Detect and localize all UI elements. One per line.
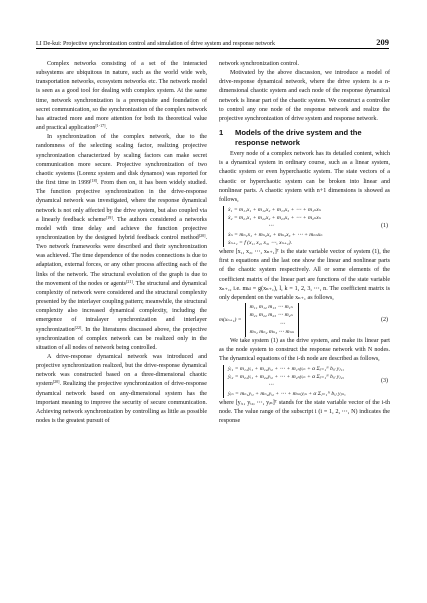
citation: [20] [198,232,206,238]
running-title: LI De-kui: Projective synchronization control and simulation of drive system and response network [36,41,275,47]
coefficient-matrix [245,303,300,337]
equation-3-row: ⋯ [268,382,274,389]
paragraph-continued: network synchronization control. [219,61,300,67]
paragraph-intro: Complex networks consisting of a set of the interacted subsystems are ubiquitous in nature, such as the world wide web, transportation networks, ecosystem networks etc. The network model is seen as a good tool for dealing with complex system. At the same time, network synchronization is a prerequisite and foundation of secret communication, so the synchronization of the complex network has attracted more and more attention for both its theoretical value and practical application[1-17]. [36,61,207,132]
equation-3-row: ẏᵢ₂ = m₂₁yᵢ₁ + m₂₂yᵢ₂ + ⋯ + m₂ₙyᵢₙ + α Σⱼ₌₁ᴺ bᵢⱼ yⱼ₂, [228,374,344,381]
equation-3-row: ẏᵢ₁ = m₁₁yᵢ₁ + m₁₂yᵢ₂ + ⋯ + m₁ₙyᵢₙ + α Σⱼ₌₁ᴺ bᵢⱼ yⱼ₁, [228,366,344,373]
matrix-row: m₂₁ m₂₂ m₂₃ ⋯ m₂ₙ [249,312,293,319]
matrix-lhs: m(xₙ₊₁) = [219,316,242,323]
citation: [19] [105,214,113,220]
equation-number: (1) [380,223,388,230]
equation-3-row: ẏᵢₙ = mₙ₁yᵢ₁ + mₙ₂yᵢ₂ + ⋯ + mₙₙyᵢₙ + α Σⱼ₌₁ᴺ bᵢⱼ yⱼₙ, [228,390,346,397]
paragraph-motivation: Motivated by the above discussion, we introduce a model of drive-response dynamical network, where the drive system is a n-dimensional chaotic system and each node of the response dynamical network is linear part of the chaotic system. We construct a controller to control any one node of the response network and realize the projective synchronization of drive system and response network. [219,70,390,122]
section-heading [219,128,390,148]
paragraph-node-content: Every node of a complex network has its detailed content, which is a dynamical system in ordinary course, such as a linear system, chaotic system or even hyperchaotic system. The state vectors of a chaotic or hyperchaotic system can be broken into linear and nonlinear parts. A chaotic system with n+1 dimensions is showed as follows, [219,151,390,203]
paragraph-node-vector: where [yᵢ₁, yᵢ₂, ⋯, yᵢₙ]ᵀ stands for the state variable vector of the i-th node. The value range of the subscript i (i = 1, 2, ⋯, N) indicates the response [219,399,390,425]
equation-number: (2) [380,316,388,323]
citation: [18] [90,178,97,184]
citation: [22] [74,324,82,330]
equation-3 [223,365,390,398]
matrix-row: ⋯ [279,320,286,327]
paragraph-state-vector: where [x₁, x₂, ⋯, xₙ₊₁]ᵀ is the state variable vector of system (1), the first n equations and the last one show the linear and nonlinear parts of the chaotic system respectively. All or some elements of the coefficient matrix of the linear part are functions of the state variable xₙ₊₁, i.e. mₖₗ = g(xₙ₊₁), l, k = 1, 2, 3, ⋯, n. The coefficient matrix is only dependent on the variable xₙ₊₁ as follows, [219,249,390,301]
running-header [36,33,389,47]
equation-number: (3) [380,378,388,385]
page-number: 209 [376,37,389,47]
matrix-row: m₁₁ m₁₂ m₁₃ ⋯ m₁ₙ [249,303,293,310]
paragraph-projective-sync: In synchronization of the complex network, due to the randomness of the selecting scaling factor, realizing projective synchronization characterized by scaling factors can make secret communication more secure. Projective synchronization of two chaotic systems (Lorenz system and disk dynamos) was reported for the first time in 1999[18]. From then on, it has been widely studied. The function projective synchronization in the drive-response dynamical network was investigated, where the response dynamical network is not only affected by the drive system, but also coupled via a linearly feedback scheme[19]. The authors considered a networks model with time delay and achieve the function projective synchronization by the designed hybrid feedback control method[20]. Two network frameworks were described and their synchronization was achieved. The time dependence of the nodes connections is due to adaptation, external forces, or any other process affecting each of the links of the network. The structural evolution of the graph is due to the movement of the nodes or agents[21]. The structural and dynamical complexity of network were considered and the structural complexity presented by the interlayer coupling pattern; meanwhile, the structural complexity also increased dynamical complexity, including the emergence of intralayer synchronization and interlayer synchronization[22]. In the literatures discussed above, the projective synchronization of complex network can be realized only in the situation of all nodes of network being controlled. [36,134,208,351]
equation-1 [223,206,390,247]
equation-1-row: ẋ₁ = m₁₁x₁ + m₁₂x₂ + m₁₃x₃ + ⋯ + m₁ₙxₙ [228,207,321,214]
citation: [20] [52,379,60,385]
equation-2 [219,303,390,337]
paragraph-response-network: We take system (1) as the drive system, and make its linear part as the node system to construct the response network with N nodes. The dynamical equations of the i-th node are described as follows, [219,337,390,362]
citation: [1-17] [95,123,106,129]
paragraph-drive-response: A drive-response dynamical network was introduced and projective synchronization realized, but the drive-response dynamical network was constructed based on a three-dimensional chaotic system[20]. Realizing the projective synchronization of drive-response dynamical network based on any-dimensional system has the important meaning to improve the security of secure communication. Achieving network synchronization by controlling as little as possible nodes is the greatest pursuit of [36,354,207,425]
equation-1-row: ⋯ [268,223,274,230]
right-column [219,60,390,426]
equation-1-row: ẋ₂ = m₂₁x₁ + m₂₂x₂ + m₂₃x₃ + ⋯ + m₂ₙxₙ [228,215,321,222]
equation-1-row: ẋₙ₊₁ = f (x₁, x₂, x₃, ⋯, xₙ₊₁). [228,239,293,246]
citation: [21] [126,278,133,284]
section-title-line-1: Models of the drive system and the [235,128,362,138]
section-number: 1 [219,128,224,138]
header-rule [36,48,389,49]
left-column [36,60,207,426]
matrix-row: mₙ₁ mₙ₂ mₙ₃ ⋯ mₙₙ [249,329,295,336]
section-title-line-2: response network [235,138,300,148]
equation-1-row: ẋₙ = mₙ₁x₁ + mₙ₂x₂ + mₙ₃x₃ + ⋯ + mₙₙxₙ [228,231,323,238]
